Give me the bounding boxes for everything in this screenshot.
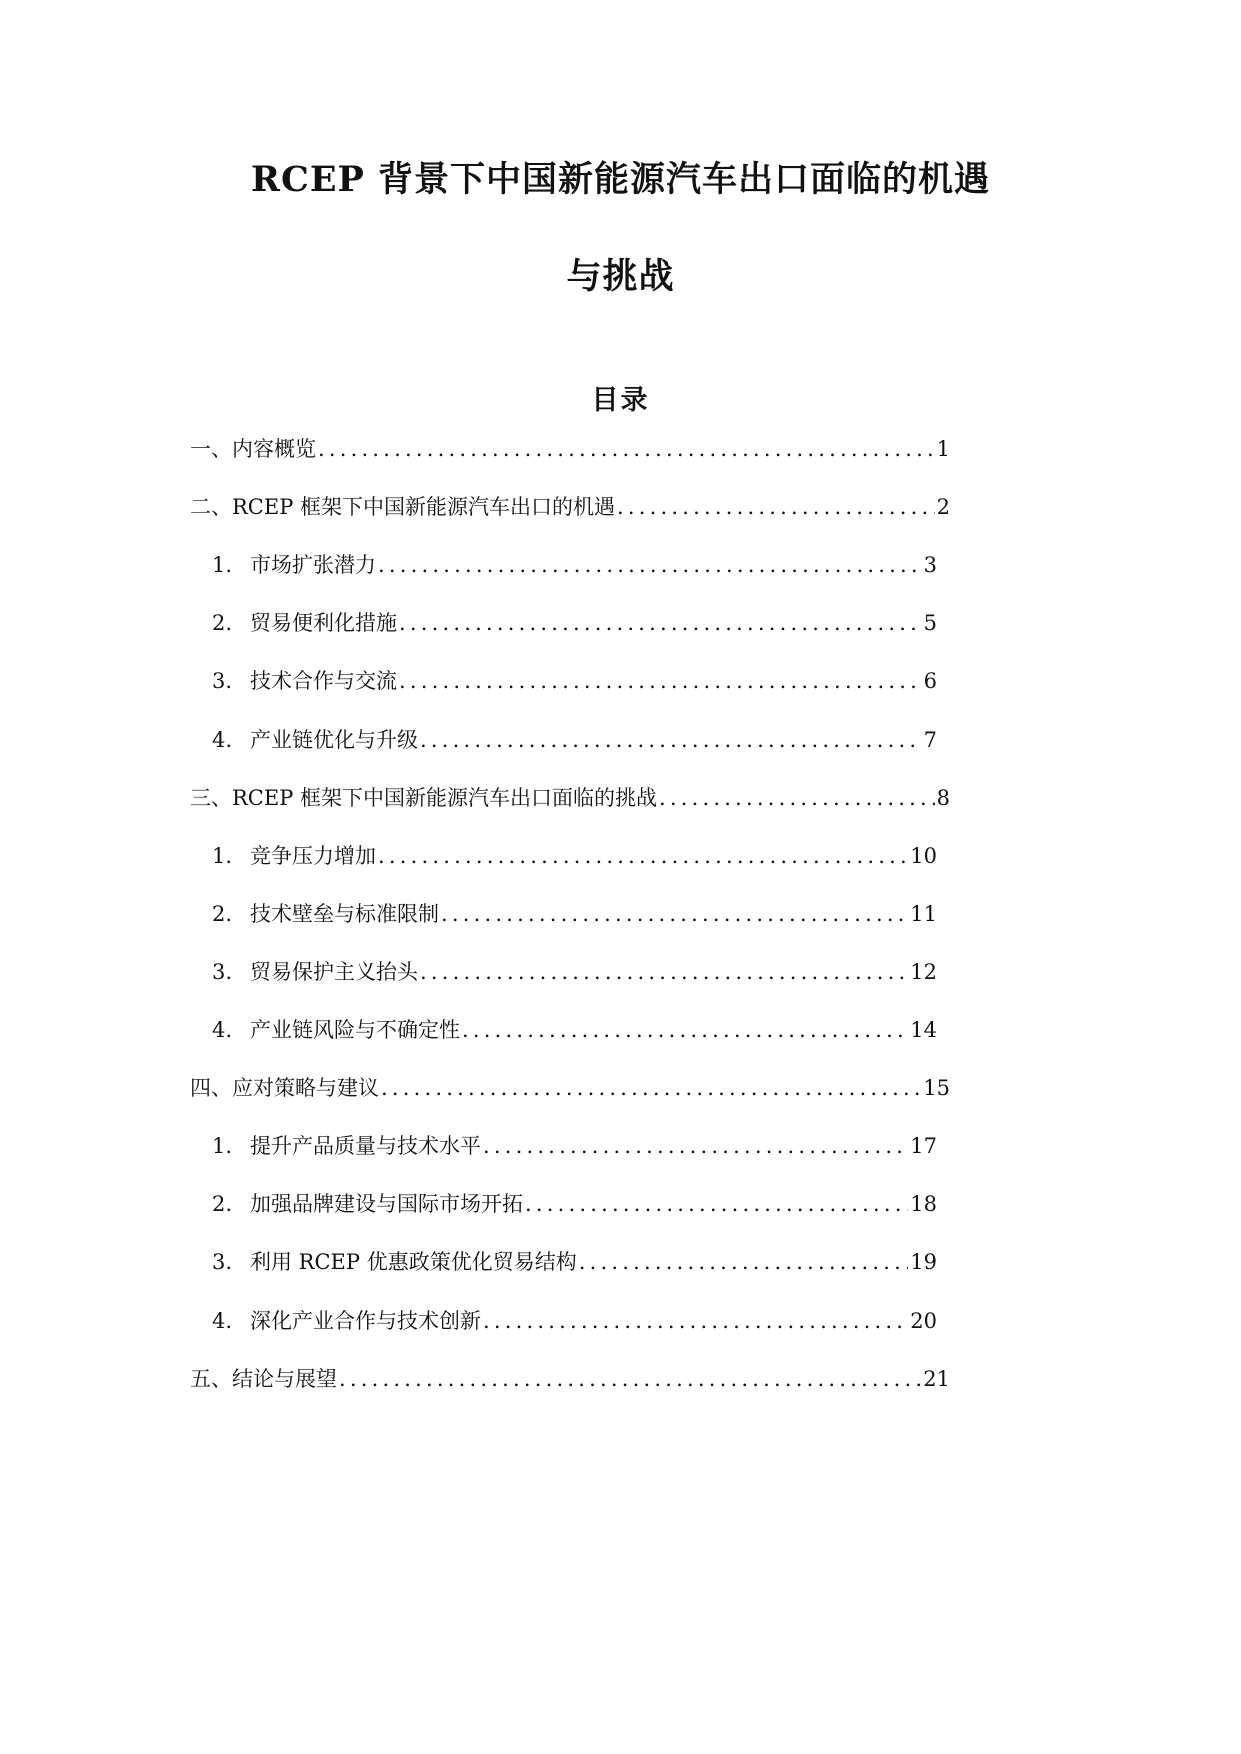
toc-entry-label: 加强品牌建设与国际市场开拓	[250, 1192, 523, 1217]
toc-subentry[interactable]	[212, 1304, 937, 1338]
toc-dot-leader	[420, 955, 908, 989]
toc-entry-label: 二、RCEP 框架下中国新能源汽车出口的机遇	[190, 495, 616, 520]
toc-entry-label: 技术壁垒与标准限制	[250, 901, 439, 926]
toc-dot-leader	[318, 432, 935, 466]
toc-entry-label: 三、RCEP 框架下中国新能源汽车出口面临的挑战	[190, 785, 658, 810]
toc-entry-label: 四、应对策略与建议	[190, 1076, 379, 1101]
toc-subentry[interactable]	[212, 955, 937, 989]
toc-entry-label: 竞争压力增加	[250, 843, 376, 868]
toc-entry-number: 2.	[212, 611, 233, 636]
toc-entry-label: 利用 RCEP 优惠政策优化贸易结构	[250, 1250, 577, 1275]
toc-entry-number: 4.	[212, 727, 233, 752]
toc-entry-number: 3.	[212, 1250, 233, 1275]
toc-dot-leader	[579, 1245, 909, 1279]
toc-entry-number: 3.	[212, 959, 233, 984]
toc-entry-label: 技术合作与交流	[250, 669, 397, 694]
toc-entry[interactable]	[190, 781, 950, 815]
toc-dot-leader	[381, 1071, 921, 1105]
toc-dot-leader	[399, 606, 922, 640]
toc-dot-leader	[420, 723, 922, 757]
toc-page-number: 1	[936, 437, 950, 461]
toc-heading: 目录	[591, 385, 650, 416]
toc-entry-label: 一、内容概览	[190, 437, 316, 461]
toc-page-number: 7	[923, 727, 937, 752]
toc-subentry[interactable]	[212, 1129, 937, 1163]
toc-entry-number: 3.	[212, 669, 233, 694]
toc-subentry[interactable]	[212, 1013, 937, 1047]
toc-entry-label: 市场扩张潜力	[250, 553, 376, 578]
toc-entry[interactable]	[190, 432, 950, 466]
toc-entry[interactable]	[190, 1362, 950, 1396]
toc-dot-leader	[525, 1187, 908, 1221]
toc-dot-leader	[617, 490, 935, 524]
toc-page-number: 17	[910, 1134, 937, 1159]
toc-subentry[interactable]	[212, 606, 937, 640]
toc-entry-number: 1.	[212, 553, 233, 578]
document-title-line-2: 与挑战	[566, 256, 675, 297]
toc-page-number: 15	[923, 1076, 950, 1101]
toc-page-number: 12	[910, 959, 937, 984]
toc-page-number: 10	[910, 843, 937, 868]
toc-page-number: 18	[910, 1192, 937, 1217]
toc-dot-leader	[659, 781, 935, 815]
toc-dot-leader	[399, 664, 922, 698]
toc-entry-label: 提升产品质量与技术水平	[250, 1134, 481, 1159]
toc-entry-label: 深化产业合作与技术创新	[250, 1308, 481, 1333]
toc-page-number: 20	[910, 1308, 937, 1333]
toc-entry[interactable]	[190, 490, 950, 524]
toc-entry-label: 贸易保护主义抬头	[250, 959, 418, 984]
toc-entry-label: 产业链优化与升级	[250, 727, 418, 752]
toc-subentry[interactable]	[212, 1187, 937, 1221]
toc-subentry[interactable]	[212, 839, 937, 873]
toc-page-number: 8	[936, 785, 950, 810]
toc-entry[interactable]	[190, 1071, 950, 1105]
toc-subentry[interactable]	[212, 723, 937, 757]
toc-page-number: 5	[923, 611, 937, 636]
toc-dot-leader	[462, 1013, 908, 1047]
toc-dot-leader	[483, 1129, 908, 1163]
toc-page-number: 14	[910, 1018, 937, 1042]
toc-dot-leader	[378, 839, 908, 873]
toc-entry-number: 4.	[212, 1308, 233, 1333]
toc-entry-number: 1.	[212, 843, 233, 868]
toc-subentry[interactable]	[212, 548, 937, 582]
toc-page-number: 2	[936, 495, 950, 520]
toc-subentry[interactable]	[212, 897, 937, 931]
toc-page-number: 11	[910, 901, 937, 926]
toc-subentry[interactable]	[212, 664, 937, 698]
toc-dot-leader	[339, 1362, 921, 1396]
toc-entry-number: 4.	[212, 1018, 233, 1042]
toc-page-number: 3	[923, 553, 937, 578]
toc-page-number: 6	[923, 669, 937, 694]
toc-entry-number: 2.	[212, 1192, 233, 1217]
toc-page-number: 19	[910, 1250, 937, 1275]
toc-entry-number: 2.	[212, 901, 233, 926]
toc-dot-leader	[441, 897, 908, 931]
toc-entry-label: 五、结论与展望	[190, 1366, 337, 1391]
toc-entry-number: 1.	[212, 1134, 233, 1159]
document-title-line-1: RCEP 背景下中国新能源汽车出口面临的机遇	[250, 159, 991, 200]
toc-subentry[interactable]	[212, 1245, 937, 1279]
toc-entry-label: 贸易便利化措施	[250, 611, 397, 636]
toc-entry-label: 产业链风险与不确定性	[250, 1018, 460, 1042]
toc-dot-leader	[378, 548, 922, 582]
toc-dot-leader	[483, 1304, 908, 1338]
toc-page-number: 21	[923, 1366, 950, 1391]
